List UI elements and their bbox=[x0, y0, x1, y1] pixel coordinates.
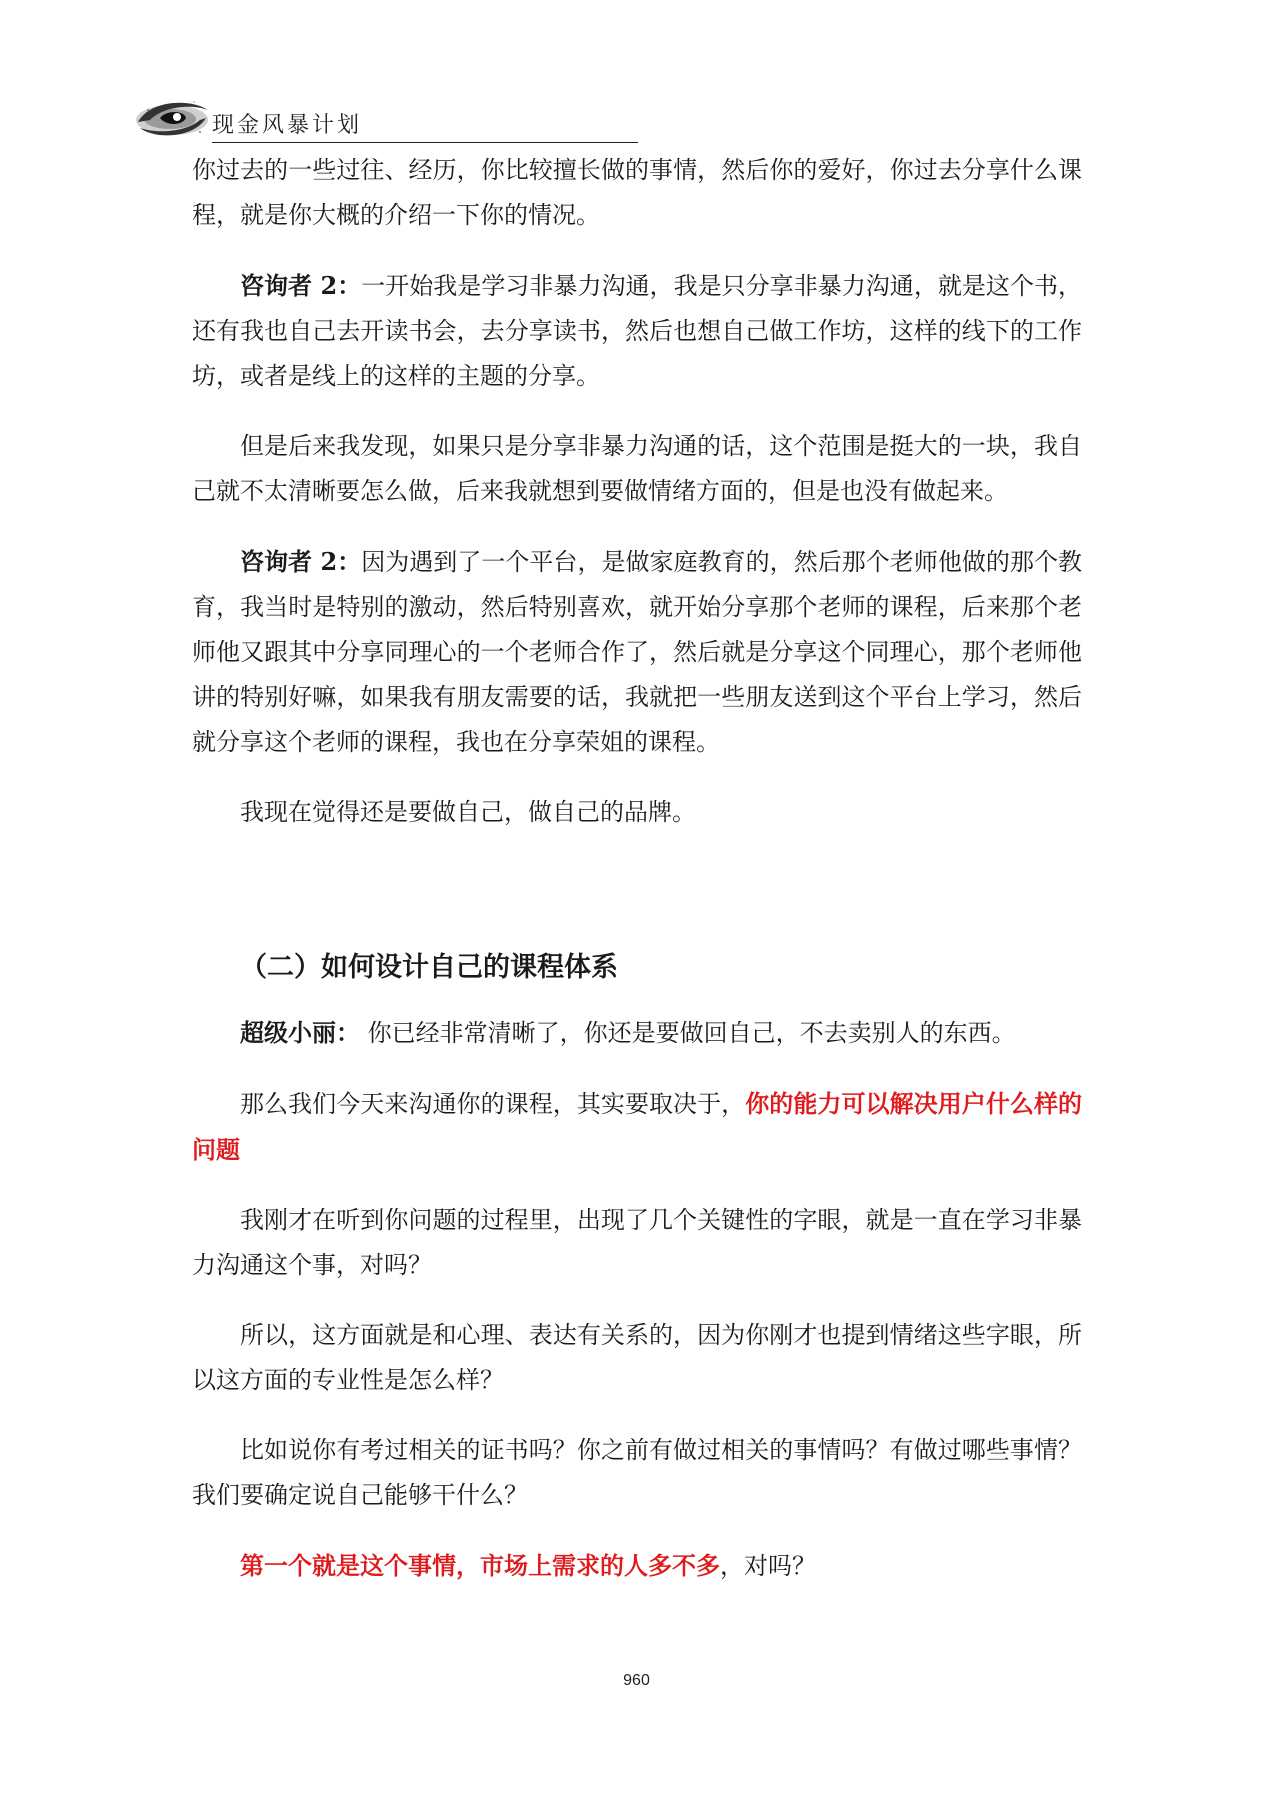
paragraph-text: 一开始我是学习非暴力沟通，我是只分享非暴力沟通，就是这个书，还有我也自己去开读书会，去分享读书，然后也想自己做工作坊，这样的线下的工作坊，或者是线上的这样的主题的分享。 bbox=[192, 272, 1082, 390]
paragraph-text: 因为遇到了一个平台，是做家庭教育的，然后那个老师他做的那个教育，我当时是特别的激动，然后特别喜欢，就开始分享那个老师的课程，后来那个老师他又跟其中分享同理心的一个老师合作了，然后就是分享这个同理心，那个老师他讲的特别好嘛，如果我有朋友需要的话，我就把一些朋友送到这个平台上学习，然后就分享这个老师的课程，我也在分享荣姐的课程。 bbox=[192, 548, 1082, 756]
page-header bbox=[130, 88, 640, 148]
paragraph: 我现在觉得还是要做自己，做自己的品牌。 bbox=[240, 798, 696, 826]
paragraph bbox=[192, 1081, 1082, 1173]
document-body bbox=[192, 148, 1082, 1614]
paragraph: 所以，这方面就是和心理、表达有关系的，因为你刚才也提到情绪这些字眼，所以这方面的专业性是怎么样？ bbox=[192, 1321, 1082, 1394]
speaker-label: 咨询者 2： bbox=[240, 547, 362, 576]
paragraph: 比如说你有考过相关的证书吗？你之前有做过相关的事情吗？有做过哪些事情？我们要确定说自己能够干什么？ bbox=[192, 1436, 1082, 1509]
header-title: 现金风暴计划 bbox=[212, 113, 363, 138]
paragraph: 我刚才在听到你问题的过程里，出现了几个关键性的字眼，就是一直在学习非暴力沟通这个事，对吗？ bbox=[192, 1206, 1082, 1279]
paragraph-text: 那么我们今天来沟通你的课程，其实要取决于， bbox=[240, 1090, 746, 1118]
page-number: 960 bbox=[623, 1672, 650, 1689]
paragraph: 但是后来我发现，如果只是分享非暴力沟通的话，这个范围是挺大的一块，我自己就不太清晰要怎么做，后来我就想到要做情绪方面的，但是也没有做起来。 bbox=[192, 432, 1082, 505]
section-heading: （二）如何设计自己的课程体系 bbox=[240, 952, 618, 983]
emphasis-text: 你的能力可以解决用户什么样的问题 bbox=[192, 1089, 1082, 1164]
swirl-logo-icon bbox=[130, 88, 225, 148]
paragraph: 你过去的一些过往、经历，你比较擅长做的事情，然后你的爱好，你过去分享什么课程，就是你大概的介绍一下你的情况。 bbox=[192, 156, 1082, 229]
speaker-label: 咨询者 2： bbox=[240, 271, 362, 300]
paragraph bbox=[192, 1010, 1082, 1056]
paragraph bbox=[192, 263, 1082, 399]
paragraph bbox=[192, 539, 1082, 765]
paragraph bbox=[192, 1543, 1082, 1589]
paragraph-text: 你已经非常清晰了，你还是要做回自己，不去卖别人的东西。 bbox=[360, 1019, 1016, 1047]
emphasis-text: 第一个就是这个事情，市场上需求的人多不多 bbox=[240, 1551, 720, 1580]
speaker-label: 超级小丽： bbox=[240, 1018, 360, 1047]
paragraph-text: ，对吗？ bbox=[720, 1552, 816, 1580]
header-rule bbox=[212, 142, 638, 143]
